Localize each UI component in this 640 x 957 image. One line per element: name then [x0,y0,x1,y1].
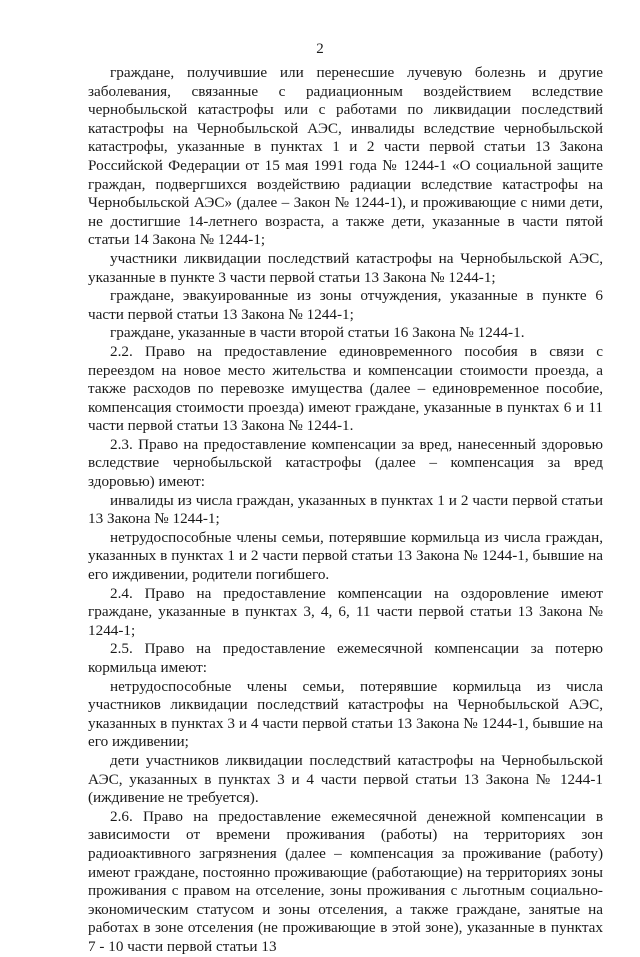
paragraph-2: участники ликвидации последствий катастрофы на Чернобыльской АЭС, указанные в пункте 3 части первой статьи 13 Закона № 1244-1; [88,249,603,286]
paragraph-2-5-item-2: дети участников ликвидации последствий катастрофы на Чернобыльской АЭС, указанных в пунктах 3 и 4 части первой статьи 13 Закона № 1244-1 (иждивение не требуется). [88,751,603,807]
paragraph-2-3-item-1: инвалиды из числа граждан, указанных в пунктах 1 и 2 части первой статьи 13 Закона № 1244-1; [88,491,603,528]
paragraph-1: граждане, получившие или перенесшие лучевую болезнь и другие заболевания, связанные с радиационным воздействием вследствие чернобыльской катастрофы или с работами по ликвидации последствий катастрофы на Чернобыльской АЭС, инвалиды вследствие чернобыльской катастрофы, указанные в пунктах 1 и 2 части первой статьи 13 Закона Российской Федерации от 15 мая 1991 года № 1244-1 «О социальной защите граждан, подвергшихся воздействию радиации вследствие катастрофы на Чернобыльской АЭС» (далее – Закон № 1244-1), и проживающие с ними дети, не достигшие 14-летнего возраста, а также дети, указанные в части пятой статьи 14 Закона № 1244-1; [88,64,603,249]
paragraph-2-6: 2.6. Право на предоставление ежемесячной денежной компенсации в зависимости от времени проживания (работы) на территориях зон радиоактивного загрязнения (далее – компенсация за проживание (работу) имеют граждане, постоянно проживающие (работающие) на территориях зоны проживания с правом на отселение, зоны проживания с льготным социально-экономическим статусом и зоны отселения, а также граждане, занятые на работах в зоне отселения (не проживающие в этой зоне), указанные в пунктах 7 - 10 части первой статьи 13 [88,807,603,955]
paragraph-2-4: 2.4. Право на предоставление компенсации на оздоровление имеют граждане, указанные в пунктах 3, 4, 6, 11 части первой статьи 13 Закона № 1244-1; [88,584,603,639]
document-body [88,64,603,957]
paragraph-2-2: 2.2. Право на предоставление единовременного пособия в связи с переездом на новое место жительства и компенсации стоимости проезда, а также расходов по перевозке имущества (далее – единовременное пособие, компенсация стоимости проезда) имеют граждане, указанные в пунктах 6 и 11 части первой статьи 13 Закона № 1244-1. [88,342,603,435]
paragraph-2-3-item-2: нетрудоспособные члены семьи, потерявшие кормильца из числа граждан, указанных в пунктах 1 и 2 части первой статьи 13 Закона № 1244-1, бывшие на его иждивении, родители погибшего. [88,528,603,584]
paragraph-4: граждане, указанные в части второй статьи 16 Закона № 1244-1. [110,324,525,342]
page-number: 2 [316,41,324,57]
paragraph-2-3: 2.3. Право на предоставление компенсации за вред, нанесенный здоровью вследствие чернобыльской катастрофы (далее – компенсация за вред здоровью) имеют: [88,435,603,491]
paragraph-3: граждане, эвакуированные из зоны отчуждения, указанные в пункте 6 части первой статьи 13 Закона № 1244-1; [88,287,603,323]
paragraph-2-5-item-1: нетрудоспособные члены семьи, потерявшие кормильца из числа участников ликвидации последствий катастрофы на Чернобыльской АЭС, указанных в пунктах 3 и 4 части первой статьи 13 Закона № 1244-1, бывшие на его иждивении; [88,677,603,751]
paragraph-2-5: 2.5. Право на предоставление ежемесячной компенсации за потерю кормильца имеют: [88,640,603,676]
